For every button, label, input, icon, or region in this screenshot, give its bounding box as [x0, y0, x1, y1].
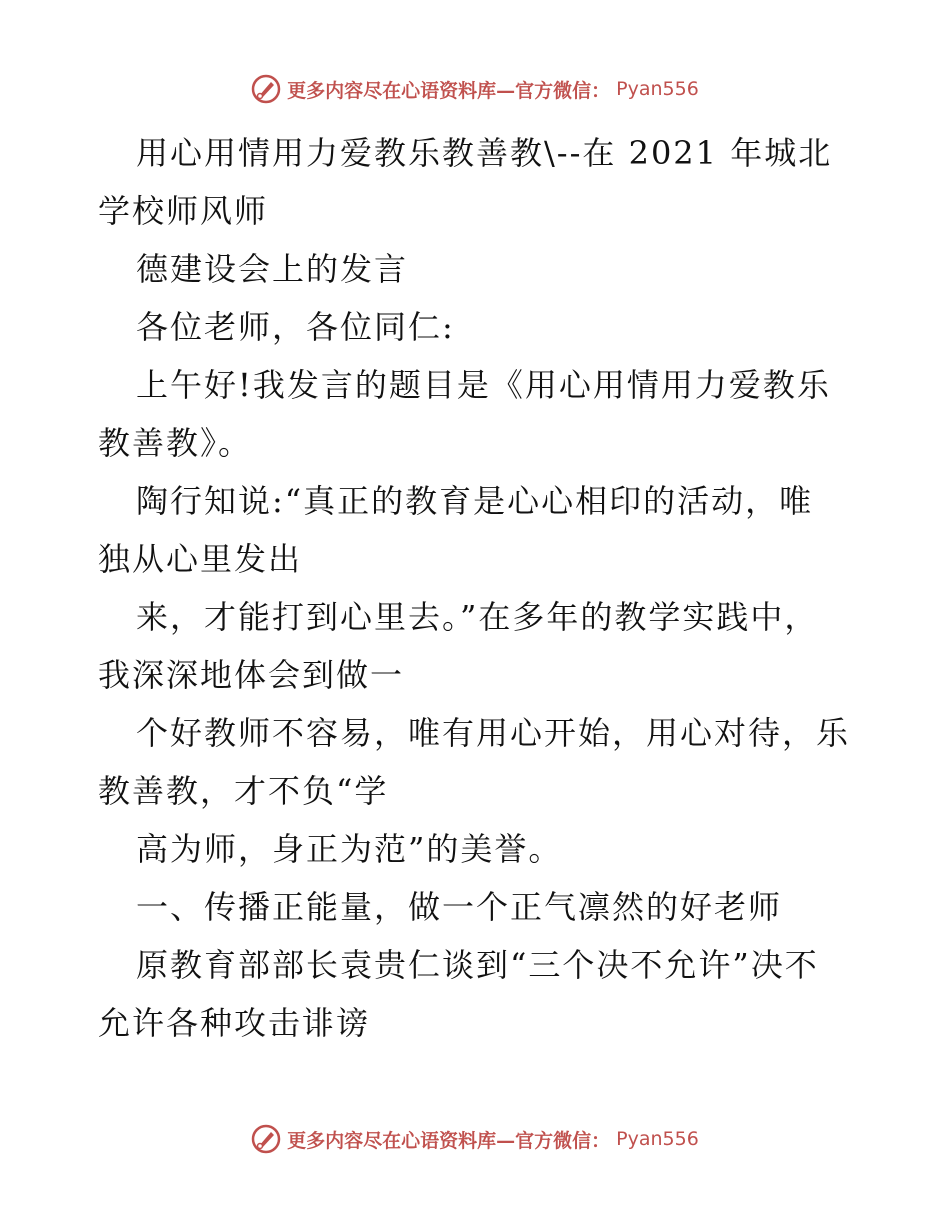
brush-logo-icon — [251, 74, 281, 104]
footer-text: 更多内容尽在心语资料库—官方微信： — [287, 1129, 611, 1152]
body-line: 上午好!我发言的题目是《用心用情用力爱教乐 — [136, 366, 831, 404]
footer-account: Pyan556 — [616, 1128, 699, 1150]
body-line: 原教育部部长袁贵仁谈到“三个决不允许”决不 — [136, 946, 819, 984]
body-line: 独从心里发出 — [98, 540, 303, 578]
body-line: 允许各种攻击诽谤 — [98, 1004, 371, 1042]
section-heading: 一、传播正能量，做一个正气凛然的好老师 — [136, 888, 783, 926]
body-line: 德建设会上的发言 — [136, 250, 409, 288]
header-banner — [0, 74, 950, 104]
header-account: Pyan556 — [616, 78, 699, 100]
brush-logo-icon — [251, 1124, 281, 1154]
body-line: 我深深地体会到做一 — [98, 656, 405, 694]
document-body — [98, 124, 858, 1052]
body-line: 高为师，身正为范”的美誉。 — [136, 830, 563, 868]
header-text: 更多内容尽在心语资料库—官方微信： — [287, 79, 611, 102]
body-line: 教善教，才不负“学 — [98, 772, 389, 810]
body-line: 用心用情用力爱教乐教善教\--在 2021 年城北 — [136, 134, 833, 172]
body-line: 陶行知说:“真正的教育是心心相印的活动，唯 — [136, 482, 814, 520]
body-line: 个好教师不容易，唯有用心开始，用心对待，乐 — [136, 714, 851, 752]
footer-banner — [0, 1124, 950, 1154]
body-line: 来，才能打到心里去。”在多年的教学实践中， — [136, 598, 819, 636]
body-line: 学校师风师 — [98, 192, 269, 230]
body-line: 各位老师，各位同仁: — [136, 308, 455, 346]
body-line: 教善教》。 — [98, 424, 253, 462]
